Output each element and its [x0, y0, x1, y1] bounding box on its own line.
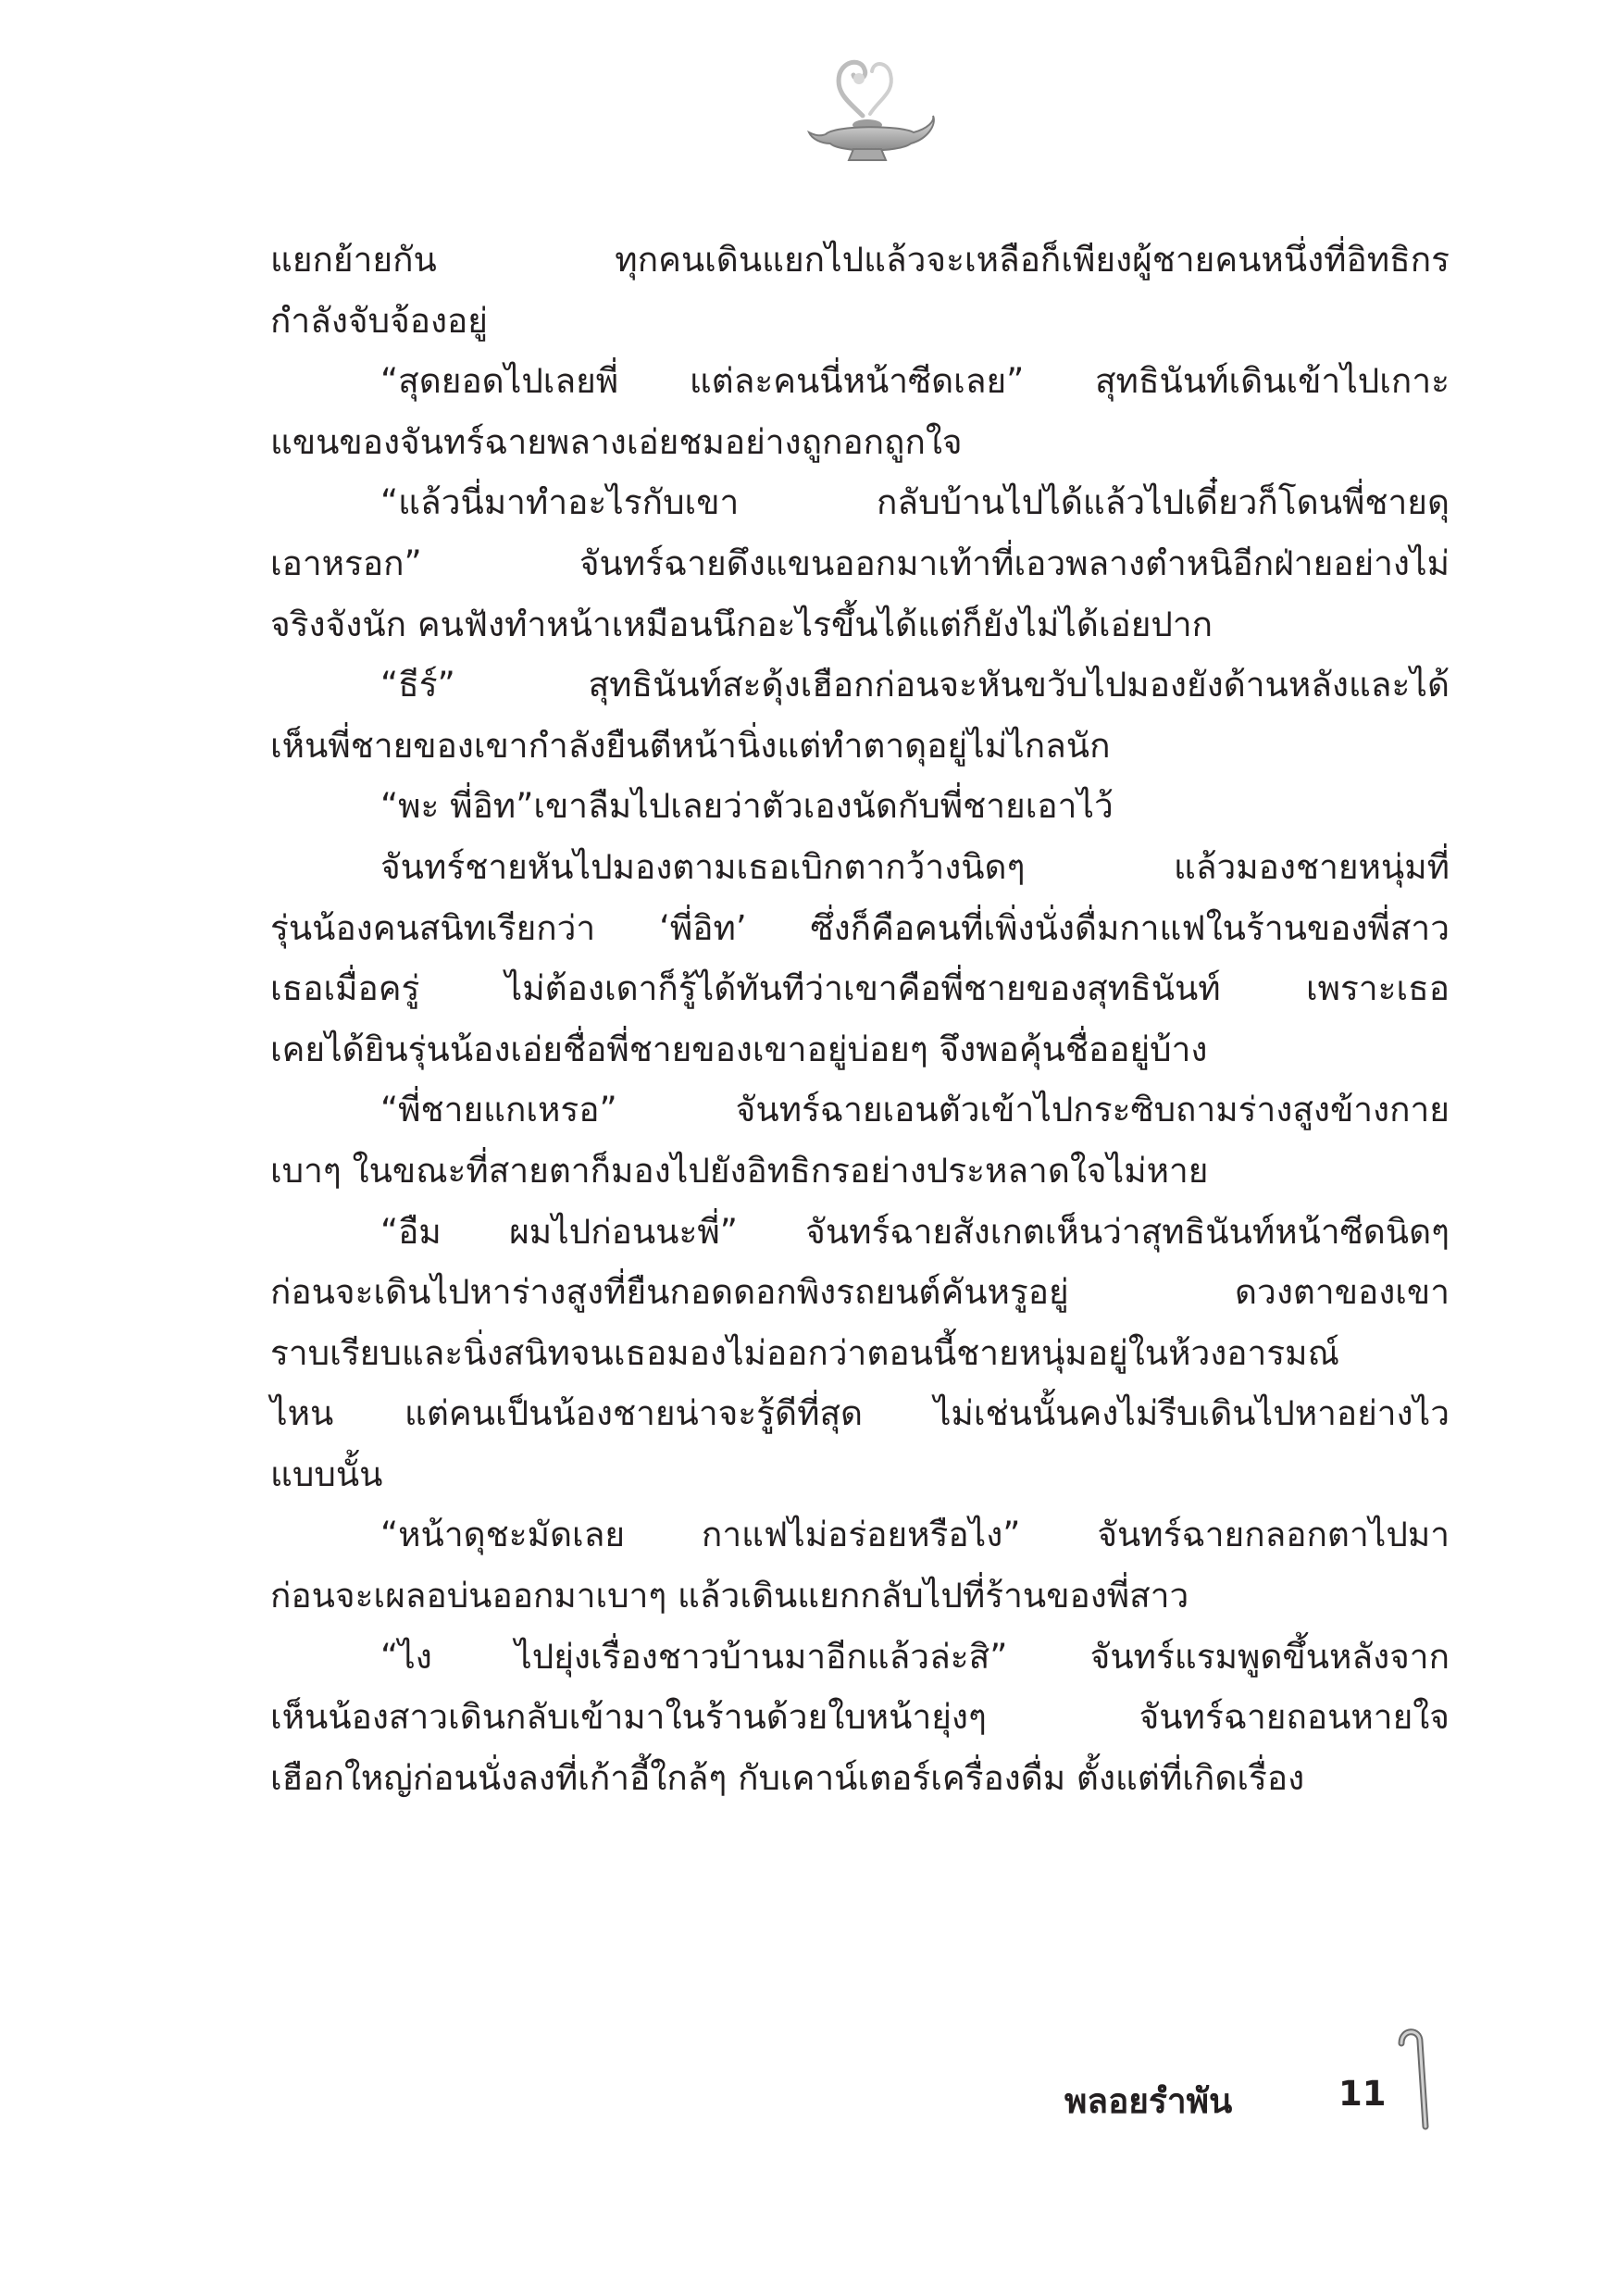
text-line: ราบเรียบและนิ่งสนิทจนเธอมองไม่ออกว่าตอนนี้ชายหนุ่มอยู่ในห้วงอารมณ์ [270, 1332, 1339, 1373]
text-line: เห็นน้องสาวเดินกลับเข้ามาในร้านด้วยใบหน้ายุ่งๆ จันทร์ฉายถอนหายใจ [270, 1697, 1450, 1738]
text-line: “อืม ผมไปก่อนนะพี่” จันทร์ฉายสังเกตเห็นว่าสุทธินันท์หน้าซีดนิดๆ [380, 1211, 1450, 1252]
text-line: “ธีร์” สุทธินันท์สะดุ้งเฮือกก่อนจะหันขวับไปมองยังด้านหลังและได้ [380, 665, 1450, 705]
text-line: แขนของจันทร์ฉายพลางเอ่ยชมอย่างถูกอกถูกใจ [270, 421, 963, 462]
text-line: เอาหรอก” จันทร์ฉายดึงแขนออกมาเท้าที่เอวพลางตำหนิอีกฝ่ายอย่างไม่ [270, 543, 1450, 583]
text-line: เบาๆ ในขณะที่สายตาก็มองไปยังอิทธิกรอย่างประหลาดใจไม่หาย [270, 1150, 1209, 1191]
text-line: ก่อนจะเดินไปหาร่างสูงที่ยืนกอดดอกพิงรถยนต์คันหรูอยู่ ดวงตาของเขา [270, 1272, 1450, 1313]
text-line: “พะ พี่อิท”เขาลืมไปเลยว่าตัวเองนัดกับพี่ชายเอาไว้ [380, 786, 1114, 827]
cane-icon [1388, 2023, 1435, 2134]
page-number: 11 [1338, 2074, 1387, 2114]
text-line: จริงจังนัก คนฟังทำหน้าเหมือนนึกอะไรขึ้นได้แต่ก็ยังไม่ได้เอ่ยปาก [270, 604, 1214, 644]
text-line: ไหน แต่คนเป็นน้องชายน่าจะรู้ดีที่สุด ไม่เช่นนั้นคงไม่รีบเดินไปหาอย่างไว [270, 1393, 1450, 1434]
text-line: กำลังจับจ้องอยู่ [270, 300, 488, 341]
text-line: ก่อนจะเผลอบ่นออกมาเบาๆ แล้วเดินแยกกลับไปที่ร้านของพี่สาว [270, 1576, 1189, 1616]
text-line: “ไง ไปยุ่งเรื่องชาวบ้านมาอีกแล้วล่ะสิ” จันทร์แรมพูดขึ้นหลังจาก [380, 1636, 1450, 1677]
text-line: “แล้วนี่มาทำอะไรกับเขา กลับบ้านไปได้แล้วไปเดี๋ยวก็โดนพี่ชายดุ [380, 482, 1450, 523]
text-line: “สุดยอดไปเลยพี่ แต่ละคนนี่หน้าซีดเลย” สุทธินันท์เดินเข้าไปเกาะ [380, 361, 1450, 402]
body-text [270, 230, 1450, 1808]
text-line: เธอเมื่อครู่ ไม่ต้องเดาก็รู้ได้ทันทีว่าเขาคือพี่ชายของสุทธินันท์ เพราะเธอ [270, 968, 1450, 1009]
book-title: พลอยรำพัน [1064, 2081, 1233, 2121]
text-line: แบบนั้น [270, 1454, 383, 1494]
text-line: เคยได้ยินรุ่นน้องเอ่ยชื่อพี่ชายของเขาอยู่บ่อยๆ จึงพอคุ้นชื่ออยู่บ้าง [270, 1029, 1208, 1069]
text-line: “หน้าดุชะมัดเลย กาแฟไม่อร่อยหรือไง” จันทร์ฉายกลอกตาไปมา [380, 1515, 1450, 1555]
text-line: เห็นพี่ชายของเขากำลังยืนตีหน้านิ่งแต่ทำตาดุอยู่ไม่ไกลนัก [270, 725, 1111, 766]
text-line: แยกย้ายกัน ทุกคนเดินแยกไปแล้วจะเหลือก็เพียงผู้ชายคนหนึ่งที่อิทธิกร [270, 240, 1450, 280]
text-line: เฮือกใหญ่ก่อนนั่งลงที่เก้าอี้ใกล้ๆ กับเคาน์เตอร์เครื่องดื่ม ตั้งแต่ที่เกิดเรื่อง [270, 1757, 1305, 1798]
text-line: จันทร์ชายหันไปมองตามเธอเบิกตากว้างนิดๆ แล้วมองชายหนุ่มที่ [380, 846, 1450, 887]
text-line: รุ่นน้องคนสนิทเรียกว่า ‘พี่อิท’ ซึ่งก็คือคนที่เพิ่งนั่งดื่มกาแฟในร้านของพี่สาว [270, 907, 1450, 948]
text-line: “พี่ชายแกเหรอ” จันทร์ฉายเอนตัวเข้าไปกระซิบถามร่างสูงข้างกาย [380, 1090, 1450, 1130]
genie-lamp-icon [798, 51, 937, 167]
